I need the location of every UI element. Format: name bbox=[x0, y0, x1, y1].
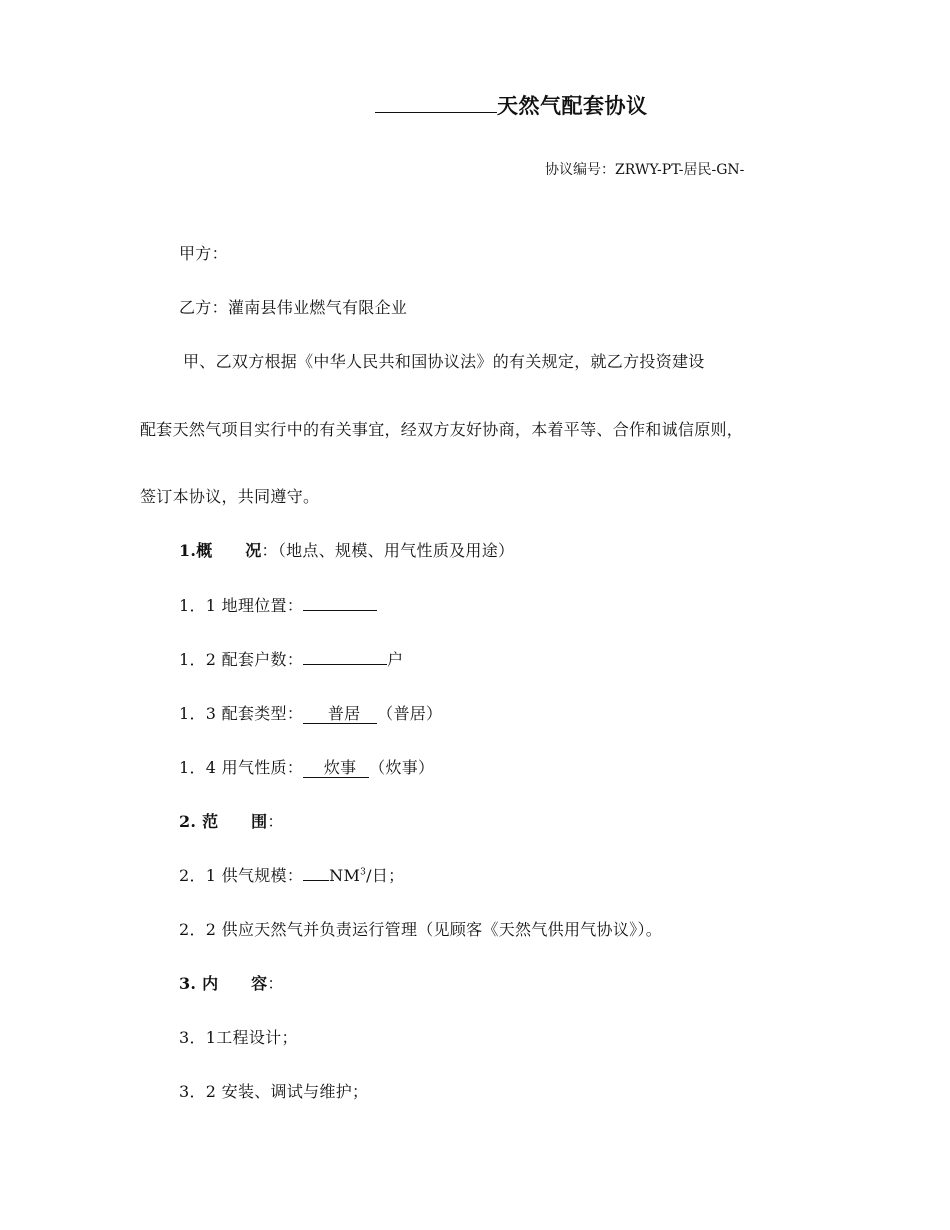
preamble-line-2: 配套天然气项目实行中的有关事宜，经双方友好协商，本着平等、合作和诚信原则， bbox=[140, 420, 744, 439]
item-1-3-value: 普居 bbox=[303, 705, 377, 724]
section-2-heading-row bbox=[179, 809, 284, 832]
section-1-heading: 1.概 况 bbox=[179, 541, 262, 560]
party-a: 甲方： bbox=[179, 244, 228, 263]
item-1-4 bbox=[179, 755, 434, 778]
section-3-heading: 3. 内 容 bbox=[179, 974, 268, 993]
item-1-4-value: 炊事 bbox=[303, 759, 369, 778]
item-2-2: 2．2 供应天然气并负责运行管理（见顾客《天然气供用气协议》）。 bbox=[179, 920, 663, 939]
item-2-1-sup: 3 bbox=[360, 867, 367, 878]
title-blank bbox=[375, 92, 497, 113]
section-2-colon: ： bbox=[267, 812, 284, 831]
item-2-1 bbox=[179, 863, 404, 886]
item-3-2: 3．2 安装、调试与维护； bbox=[179, 1082, 369, 1101]
item-1-1-blank bbox=[303, 610, 377, 611]
item-2-1-suffix: /日； bbox=[366, 866, 405, 885]
item-1-3-suffix: （普居） bbox=[377, 704, 443, 723]
item-2-1-unit: NM bbox=[329, 866, 361, 885]
item-1-2-blank bbox=[303, 664, 387, 665]
item-1-1 bbox=[179, 593, 377, 616]
title-text: 天然气配套协议 bbox=[497, 93, 648, 118]
section-1-note: ：（地点、规模、用气性质及用途） bbox=[261, 541, 515, 560]
item-1-1-label: 1．1 地理位置： bbox=[179, 596, 304, 615]
item-1-2-suffix: 户 bbox=[387, 650, 404, 669]
section-3-colon: ： bbox=[267, 974, 284, 993]
section-1-heading-row bbox=[179, 538, 514, 561]
preamble-line-1: 甲、乙双方根据《中华人民共和国协议法》的有关规定，就乙方投资建设 bbox=[183, 352, 705, 371]
item-1-3-label: 1．3 配套类型： bbox=[179, 704, 304, 723]
item-1-2 bbox=[179, 647, 403, 670]
preamble-line-3: 签订本协议，共同遵守。 bbox=[140, 487, 320, 506]
section-2-heading: 2. 范 围 bbox=[179, 812, 268, 831]
item-2-1-label: 2．1 供气规模： bbox=[179, 866, 304, 885]
document-title bbox=[375, 90, 648, 120]
party-b: 乙方：灌南县伟业燃气有限企业 bbox=[179, 298, 408, 317]
item-1-3 bbox=[179, 701, 442, 724]
item-3-1: 3．1工程设计； bbox=[179, 1028, 298, 1047]
agreement-number: 协议编号：ZRWY-PT-居民-GN- bbox=[545, 162, 745, 178]
item-2-1-blank bbox=[303, 880, 329, 881]
section-3-heading-row bbox=[179, 971, 284, 994]
item-1-4-label: 1．4 用气性质： bbox=[179, 758, 304, 777]
item-1-2-label: 1．2 配套户数： bbox=[179, 650, 304, 669]
item-1-4-suffix: （炊事） bbox=[369, 758, 435, 777]
